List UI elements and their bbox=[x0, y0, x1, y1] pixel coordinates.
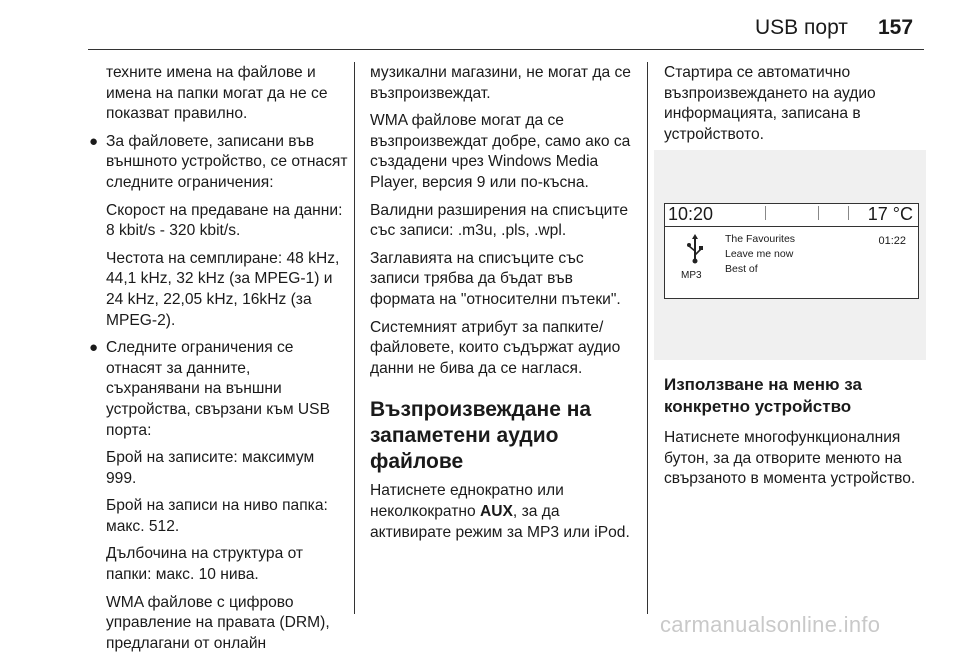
bullet-subtext: Скорост на предаване на данни: 8 kbit/s - 320 kbit/s. bbox=[106, 201, 343, 240]
bullet-subtext: Брой на записите: максимум 999. bbox=[106, 449, 315, 487]
paragraph: музикални магазини, не могат да се възпроизвеждат. bbox=[370, 64, 631, 102]
track-item: The Favourites bbox=[725, 233, 796, 245]
bullet-subtext: Дълбочина на структура от папки: макс. 10 нива. bbox=[106, 545, 304, 584]
screen-temperature: 17 °C bbox=[867, 204, 913, 224]
screen-clock: 10:20 bbox=[668, 204, 714, 224]
track-duration: 01:22 bbox=[878, 235, 906, 247]
bullet-subtext: Брой на записи на ниво папка: макс. 512. bbox=[106, 497, 328, 535]
status-divider bbox=[848, 206, 849, 220]
bullet-dot-icon: ● bbox=[89, 339, 99, 357]
column-2 bbox=[370, 63, 636, 550]
bullet-subtext: Честота на семплиране: 48 kHz, 44,1 kHz, 32 kHz (за MPEG-1) и 24 kHz, 22,05 kHz, 16kHz (за MPEG-2). bbox=[106, 249, 340, 329]
watermark: carmanualsonline.info bbox=[660, 612, 881, 637]
status-divider bbox=[765, 206, 766, 220]
paragraph: Заглавията на списъците със записи трябва да бъдат във формата на "относителни пътеки". bbox=[370, 249, 621, 308]
track-item: Leave me now bbox=[725, 248, 794, 260]
paragraph: WMA файлове могат да се възпроизвеждат добре, само ако са създадени чрез Windows Media Player, версия 9 или по-късна. bbox=[370, 112, 631, 191]
paragraph-text: Натиснете еднократно или неколкократно bbox=[370, 482, 564, 520]
column-divider bbox=[354, 62, 355, 614]
page-number: 157 bbox=[878, 16, 914, 39]
paragraph: Системният атрибут за папките/файловете, които съдържат аудио данни не бива да се наглася. bbox=[370, 318, 621, 377]
section-heading: Възпроизвеждане на запаметени аудио файлове bbox=[370, 398, 592, 474]
paragraph: Стартира се автоматично възпроизвеждането на аудио информацията, записана в устройството. bbox=[664, 64, 876, 143]
section-heading: Използване на меню за конкретно устройство bbox=[664, 375, 862, 416]
intro-text: техните имена на файлове и имена на папки могат да не се показват правилно. bbox=[106, 64, 328, 123]
column-3-lower bbox=[664, 374, 926, 497]
screen-status-bar bbox=[665, 204, 918, 227]
bullet-text: Следните ограничения се отнасят за данните, съхранявани на външни устройства, свързани към USB порта: bbox=[106, 339, 330, 439]
aux-button-label: AUX bbox=[479, 502, 513, 520]
track-list bbox=[725, 232, 795, 277]
radio-screen bbox=[664, 203, 919, 299]
header-rule bbox=[88, 49, 924, 50]
column-divider bbox=[647, 62, 648, 614]
status-divider bbox=[818, 206, 819, 220]
column-3 bbox=[664, 63, 926, 152]
page-header-title: USB порт bbox=[755, 16, 848, 39]
usb-icon bbox=[687, 234, 703, 264]
paragraph: Натиснете многофункционалния бутон, за да отворите менюто на свързаното в момента устройство. bbox=[664, 429, 916, 488]
bullet-item bbox=[90, 338, 348, 654]
column-1 bbox=[90, 63, 348, 661]
bullet-item bbox=[90, 132, 348, 331]
paragraph bbox=[370, 481, 636, 543]
track-item: Best of bbox=[725, 263, 758, 275]
bullet-subtext: WMA файлове с цифрово управление на правата (DRM), предлагани от онлайн bbox=[106, 593, 330, 652]
paragraph: Валидни разширения на списъците със записи: .m3u, .pls, .wpl. bbox=[370, 201, 629, 240]
bullet-dot-icon: ● bbox=[89, 132, 99, 150]
source-label: MP3 bbox=[681, 270, 702, 281]
paragraph-text: , за да активирате режим за MP3 или iPod. bbox=[370, 502, 630, 541]
display-illustration bbox=[654, 150, 926, 360]
bullet-text: За файловете, записани във външното устройство, се отнасят следните ограничения: bbox=[106, 132, 348, 191]
